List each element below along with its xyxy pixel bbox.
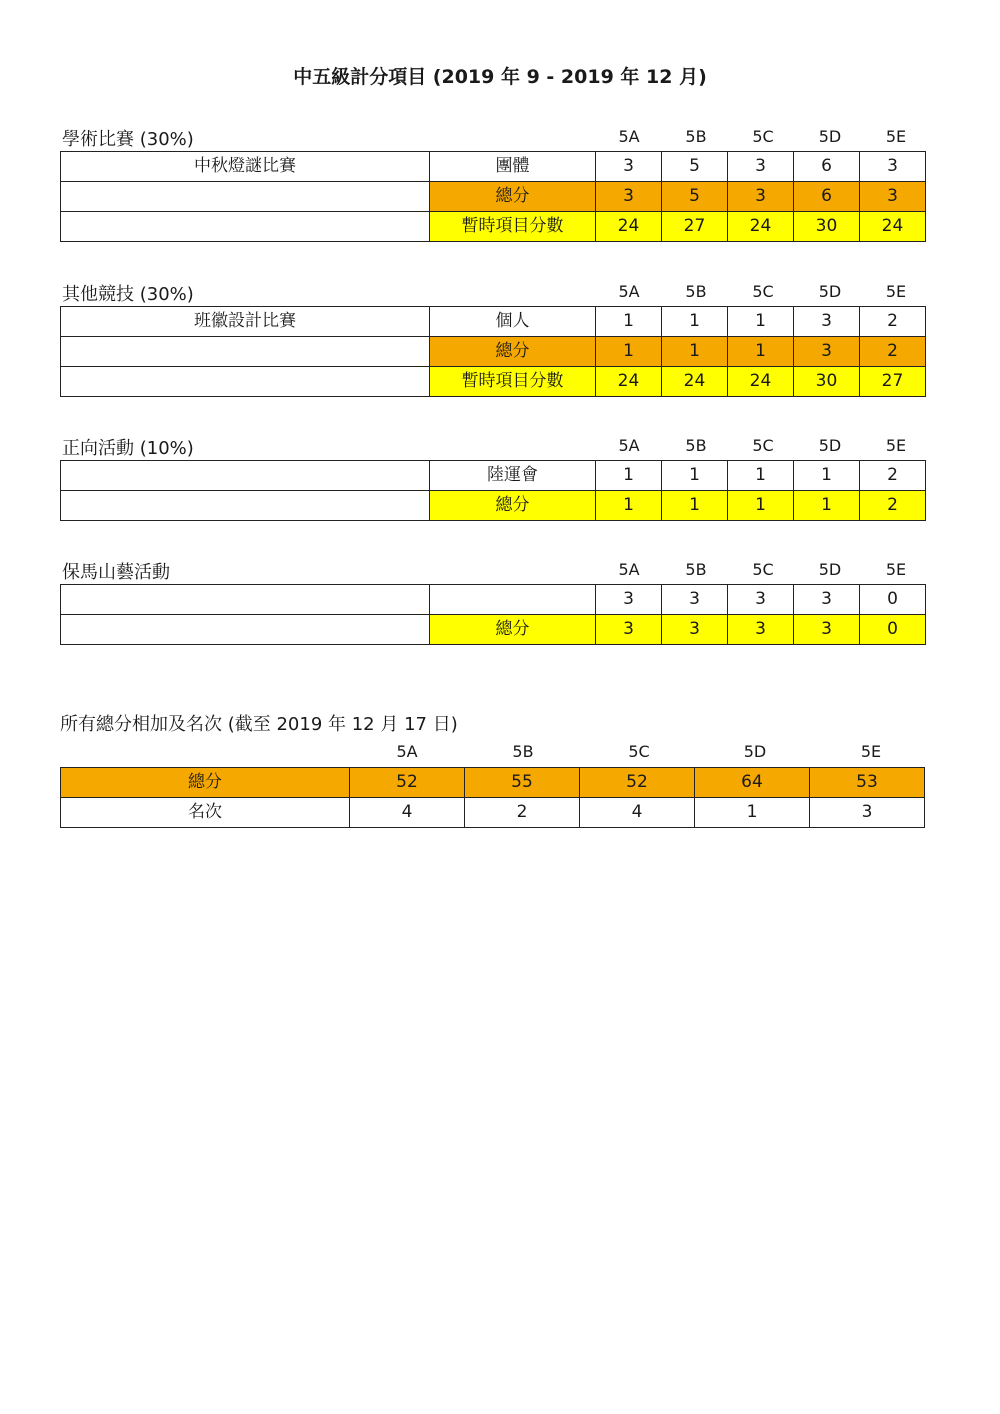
class-header: 5C xyxy=(752,127,774,146)
total-cell: 3 xyxy=(794,615,860,645)
interim-score-cell: 24 xyxy=(662,367,728,397)
table-row xyxy=(61,182,926,212)
class-header: 5E xyxy=(860,742,882,761)
class-header: 5B xyxy=(685,127,707,146)
rank-cell: 3 xyxy=(810,798,925,828)
class-header: 5C xyxy=(752,282,774,301)
total-cell: 52 xyxy=(350,768,465,798)
score-cell: 3 xyxy=(794,307,860,337)
rank-cell: 1 xyxy=(695,798,810,828)
total-cell: 2 xyxy=(860,337,926,367)
total-cell: 3 xyxy=(662,615,728,645)
pomashan-table xyxy=(60,584,926,645)
item-name: 中秋燈謎比賽 xyxy=(61,152,430,182)
class-header: 5A xyxy=(618,436,640,455)
interim-score-cell: 24 xyxy=(860,212,926,242)
table-row xyxy=(61,367,926,397)
interim-score-cell: 24 xyxy=(596,212,662,242)
score-cell: 2 xyxy=(860,307,926,337)
rank-cell: 4 xyxy=(350,798,465,828)
table-row xyxy=(61,461,926,491)
class-header: 5B xyxy=(512,742,534,761)
page-title: 中五級計分項目 (2019 年 9 - 2019 年 12 月) xyxy=(293,66,707,88)
score-cell: 0 xyxy=(860,585,926,615)
class-header: 5A xyxy=(618,127,640,146)
interim-score-cell: 24 xyxy=(728,367,794,397)
total-cell: 3 xyxy=(794,337,860,367)
section-title-other: 其他競技 (30%) xyxy=(62,284,194,305)
item-name xyxy=(61,491,430,521)
class-header: 5A xyxy=(618,560,640,579)
interim-score-cell: 27 xyxy=(662,212,728,242)
class-header: 5E xyxy=(885,560,907,579)
item-name xyxy=(61,585,430,615)
total-cell: 5 xyxy=(662,182,728,212)
class-header: 5D xyxy=(818,282,842,301)
total-label: 總分 xyxy=(430,491,596,521)
score-cell: 1 xyxy=(728,307,794,337)
table-row xyxy=(61,615,926,645)
class-header: 5C xyxy=(752,436,774,455)
summary-title: 所有總分相加及名次 (截至 2019 年 12 月 17 日) xyxy=(60,714,458,735)
interim-score-label: 暫時項目分數 xyxy=(430,367,596,397)
rank-row xyxy=(61,798,925,828)
class-header: 5B xyxy=(685,560,707,579)
total-cell: 3 xyxy=(728,182,794,212)
item-type: 陸運會 xyxy=(430,461,596,491)
other-table xyxy=(60,306,926,397)
total-cell: 1 xyxy=(662,491,728,521)
item-type xyxy=(430,585,596,615)
score-cell: 1 xyxy=(794,461,860,491)
class-header: 5E xyxy=(885,436,907,455)
interim-score-label: 暫時項目分數 xyxy=(430,212,596,242)
class-header: 5C xyxy=(628,742,650,761)
total-label: 總分 xyxy=(430,337,596,367)
score-cell: 3 xyxy=(794,585,860,615)
total-cell: 1 xyxy=(662,337,728,367)
rank-label: 名次 xyxy=(61,798,350,828)
total-cell: 53 xyxy=(810,768,925,798)
total-cell: 3 xyxy=(596,615,662,645)
score-cell: 3 xyxy=(662,585,728,615)
class-header: 5C xyxy=(752,560,774,579)
section-title-positive: 正向活動 (10%) xyxy=(62,438,194,459)
class-header: 5B xyxy=(685,282,707,301)
interim-score-cell: 30 xyxy=(794,367,860,397)
item-name xyxy=(61,212,430,242)
class-header: 5A xyxy=(396,742,418,761)
item-name: 班徽設計比賽 xyxy=(61,307,430,337)
class-header: 5D xyxy=(818,560,842,579)
interim-score-cell: 24 xyxy=(596,367,662,397)
score-cell: 3 xyxy=(596,585,662,615)
total-cell: 0 xyxy=(860,615,926,645)
table-row xyxy=(61,212,926,242)
class-header: 5B xyxy=(685,436,707,455)
item-name xyxy=(61,615,430,645)
score-cell: 1 xyxy=(662,307,728,337)
total-cell: 3 xyxy=(728,615,794,645)
class-header: 5E xyxy=(885,282,907,301)
class-header: 5D xyxy=(743,742,767,761)
rank-cell: 2 xyxy=(465,798,580,828)
score-cell: 1 xyxy=(662,461,728,491)
score-cell: 1 xyxy=(728,461,794,491)
total-cell: 1 xyxy=(728,337,794,367)
table-row xyxy=(61,491,926,521)
total-cell: 1 xyxy=(596,337,662,367)
total-row xyxy=(61,768,925,798)
score-cell: 3 xyxy=(728,585,794,615)
score-cell: 2 xyxy=(860,461,926,491)
section-title-pomashan: 保馬山藝活動 xyxy=(62,562,170,583)
score-cell: 1 xyxy=(596,307,662,337)
item-name xyxy=(61,182,430,212)
total-cell: 1 xyxy=(728,491,794,521)
score-cell: 5 xyxy=(662,152,728,182)
total-cell: 1 xyxy=(794,491,860,521)
item-type: 個人 xyxy=(430,307,596,337)
class-header: 5D xyxy=(818,436,842,455)
total-cell: 1 xyxy=(596,491,662,521)
total-cell: 52 xyxy=(580,768,695,798)
total-cell: 6 xyxy=(794,182,860,212)
interim-score-cell: 24 xyxy=(728,212,794,242)
item-name xyxy=(61,367,430,397)
total-cell: 3 xyxy=(596,182,662,212)
score-cell: 1 xyxy=(596,461,662,491)
table-row xyxy=(61,337,926,367)
rank-cell: 4 xyxy=(580,798,695,828)
interim-score-cell: 30 xyxy=(794,212,860,242)
score-cell: 3 xyxy=(728,152,794,182)
total-cell: 2 xyxy=(860,491,926,521)
class-header: 5A xyxy=(618,282,640,301)
table-row xyxy=(61,585,926,615)
score-cell: 3 xyxy=(596,152,662,182)
academic-table xyxy=(60,151,926,242)
class-header: 5D xyxy=(818,127,842,146)
total-label: 總分 xyxy=(430,615,596,645)
positive-table xyxy=(60,460,926,521)
total-label: 總分 xyxy=(430,182,596,212)
table-row xyxy=(61,307,926,337)
total-cell: 3 xyxy=(860,182,926,212)
table-row xyxy=(61,152,926,182)
class-header: 5E xyxy=(885,127,907,146)
item-type: 團體 xyxy=(430,152,596,182)
interim-score-cell: 27 xyxy=(860,367,926,397)
item-name xyxy=(61,461,430,491)
score-cell: 6 xyxy=(794,152,860,182)
total-cell: 64 xyxy=(695,768,810,798)
total-cell: 55 xyxy=(465,768,580,798)
summary-table xyxy=(60,767,925,828)
section-title-academic: 學術比賽 (30%) xyxy=(62,129,194,150)
score-cell: 3 xyxy=(860,152,926,182)
total-label: 總分 xyxy=(61,768,350,798)
item-name xyxy=(61,337,430,367)
